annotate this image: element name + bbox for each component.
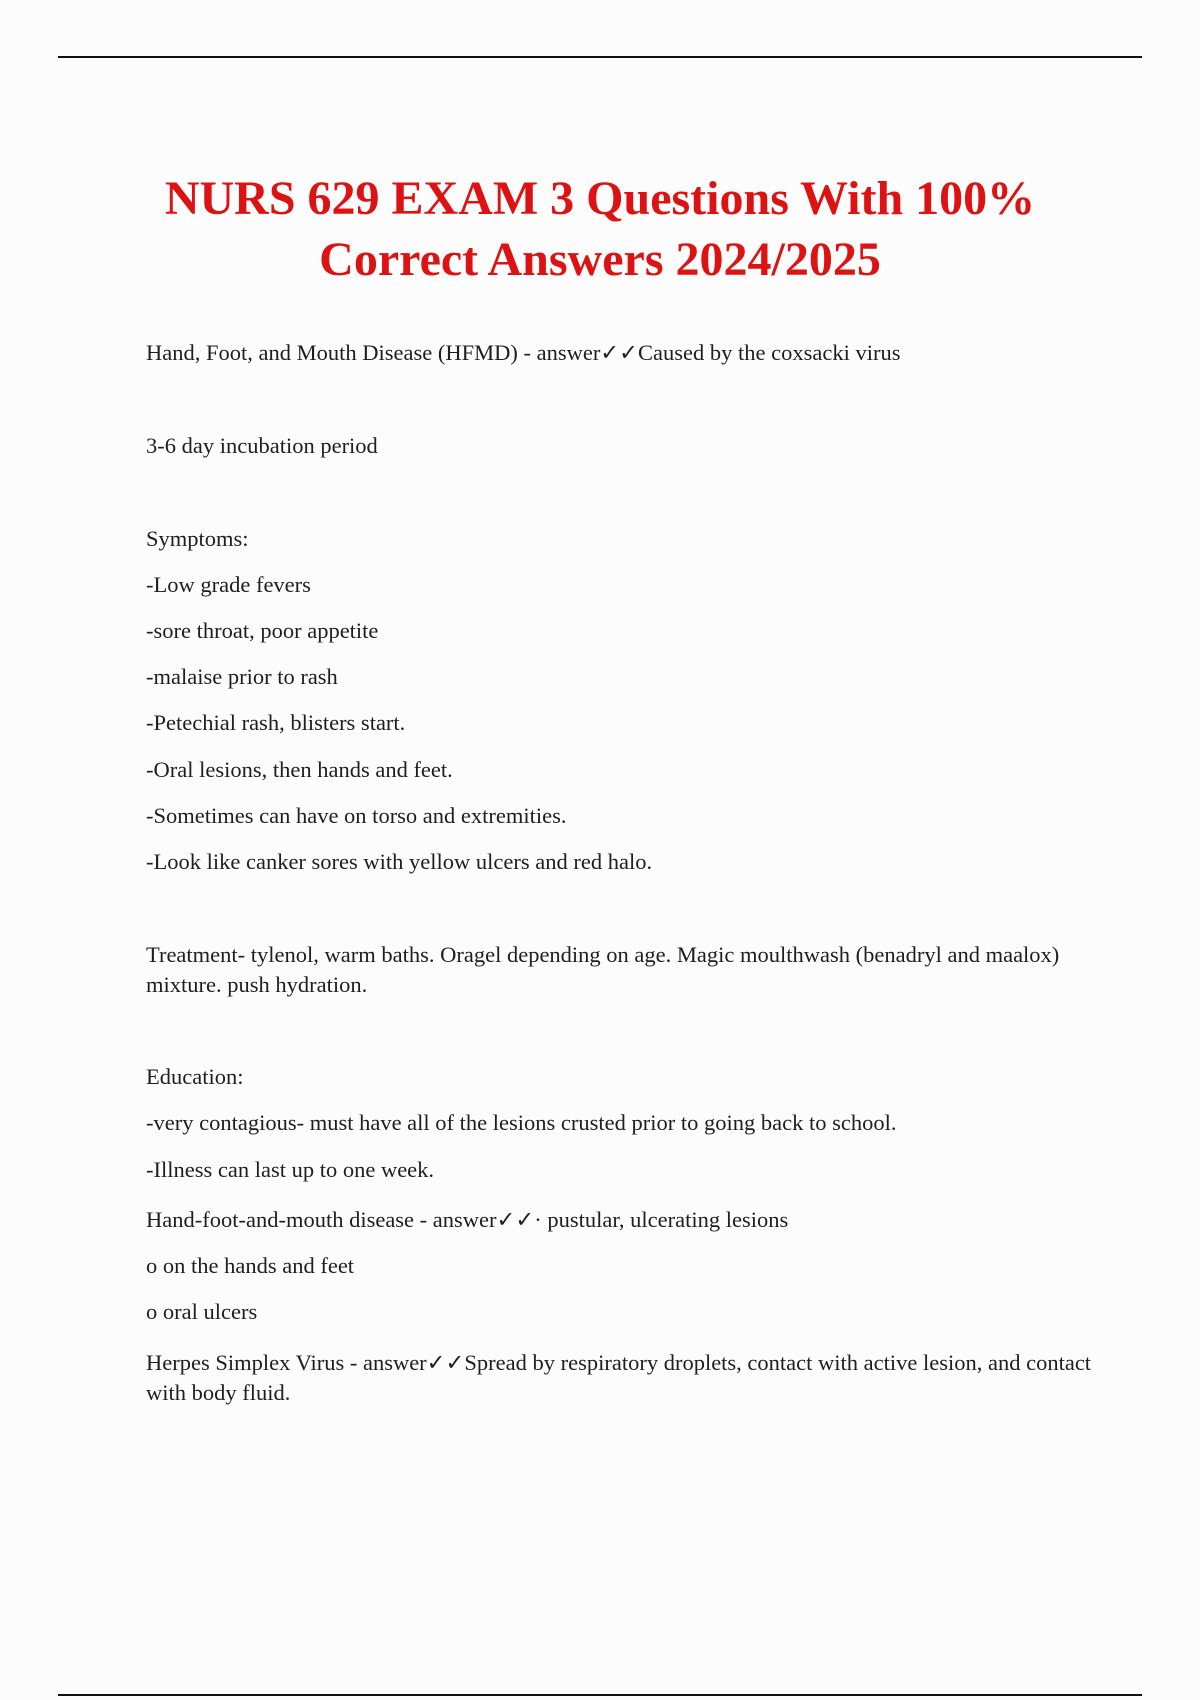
lesion-detail-item: o oral ulcers bbox=[146, 1299, 258, 1324]
hfmd-lesions-answer-line: Hand-foot-and-mouth disease - answer✓✓· pustular, ulcerating lesions bbox=[146, 1207, 789, 1232]
document-title bbox=[100, 168, 1100, 290]
symptoms-heading: Symptoms: bbox=[146, 526, 249, 551]
top-rule bbox=[58, 56, 1142, 58]
hsv-answer-paragraph: Herpes Simplex Virus - answer✓✓Spread by respiratory droplets, contact with active lesion, and contact with body fluid. bbox=[146, 1350, 1092, 1405]
symptom-item: -Look like canker sores with yellow ulcers and red halo. bbox=[146, 849, 653, 874]
bottom-rule bbox=[58, 1694, 1142, 1696]
symptom-item: -Petechial rash, blisters start. bbox=[146, 710, 406, 735]
education-heading: Education: bbox=[146, 1064, 244, 1089]
hfmd-answer-line: Hand, Foot, and Mouth Disease (HFMD) - answer✓✓Caused by the coxsacki virus bbox=[146, 340, 901, 365]
symptom-item: -sore throat, poor appetite bbox=[146, 618, 379, 643]
symptom-item: -malaise prior to rash bbox=[146, 664, 338, 689]
treatment-paragraph: Treatment- tylenol, warm baths. Oragel depending on age. Magic moulthwash (benadryl and maalox) mixture. push hydration. bbox=[146, 942, 1060, 997]
title-line-1: NURS 629 EXAM 3 Questions With 100% bbox=[164, 172, 1036, 225]
symptom-item: -Sometimes can have on torso and extremities. bbox=[146, 803, 567, 828]
symptom-item: -Oral lesions, then hands and feet. bbox=[146, 757, 453, 782]
education-item: -very contagious- must have all of the lesions crusted prior to going back to school. bbox=[146, 1110, 897, 1135]
title-line-2: Correct Answers 2024/2025 bbox=[319, 233, 881, 286]
symptom-item: -Low grade fevers bbox=[146, 572, 311, 597]
lesion-detail-item: o on the hands and feet bbox=[146, 1253, 355, 1278]
incubation-line: 3-6 day incubation period bbox=[146, 433, 378, 458]
education-item: -Illness can last up to one week. bbox=[146, 1157, 435, 1182]
